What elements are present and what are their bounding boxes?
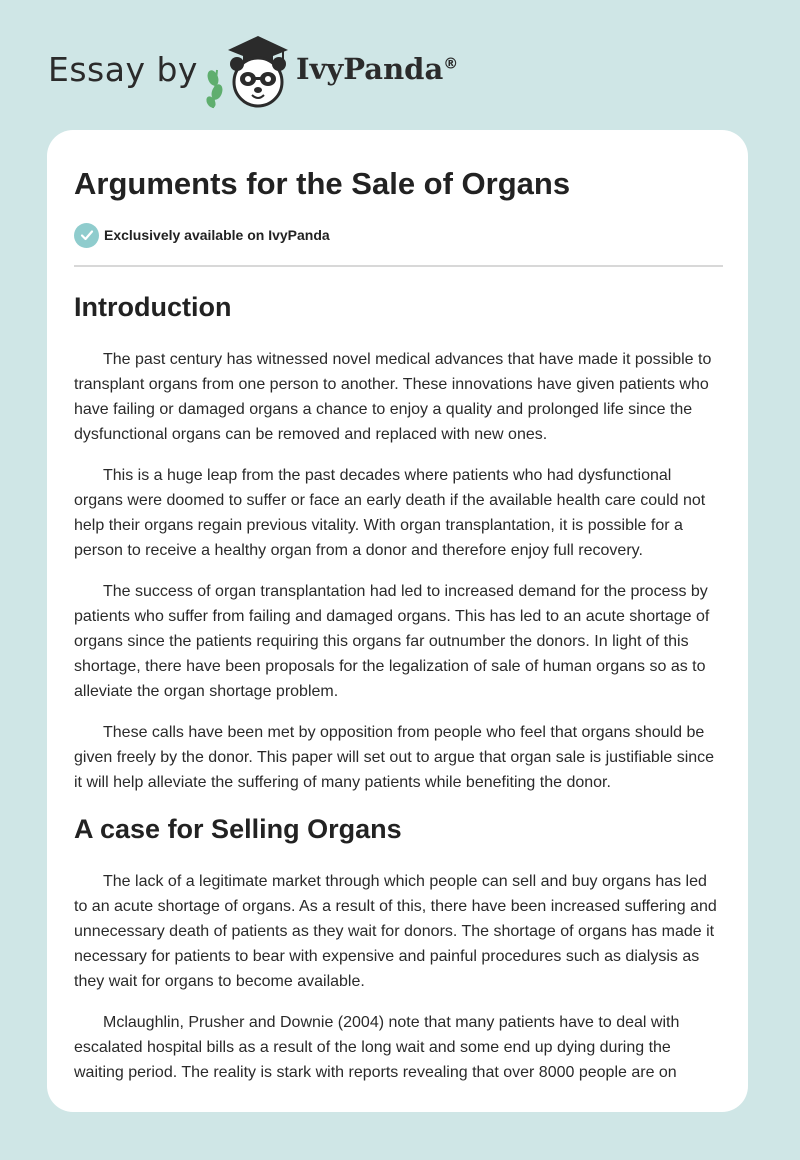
paragraph: The success of organ transplantation had led to increased demand for the process by patients who suffer from failing and damaged organs. This has led to an acute shortage of organs since the patients requiring this organs far outnumber the donors. In light of this shortage, there have been proposals for the legalization of sale of human organs so as to alleviate the organ shortage problem. xyxy=(74,583,710,700)
badge-label: Exclusively available on IvyPanda xyxy=(104,227,330,243)
divider xyxy=(74,265,723,267)
paragraph: The past century has witnessed novel medical advances that have made it possible to transplant organs from one person to another. These innovations have given patients who have failing or damaged organs a chance to enjoy a quality and prolonged life since the dysfunctional organs can be removed and replaced with new ones. xyxy=(74,351,712,443)
brand-header xyxy=(48,30,508,110)
paragraph: The lack of a legitimate market through which people can sell and buy organs has led to an acute shortage of organs. As a result of this, there have been increased suffering and unnecessary death of patients as they wait for donors. The shortage of organs has made it necessary for patients to bear with expensive and painful procedures such as dialysis as they wait for organs to become available. xyxy=(74,873,717,990)
brand-name-text: IvyPanda xyxy=(296,52,444,86)
panda-logo-icon xyxy=(203,30,295,110)
essay-content xyxy=(74,164,724,1085)
ivy-leaf-icon xyxy=(205,69,225,109)
section-heading: Introduction xyxy=(74,292,232,322)
brand-name xyxy=(296,52,458,86)
paragraph: Mclaughlin, Prusher and Downie (2004) note that many patients have to deal with escalated hospital bills as a result of the long wait and some end up dying during the waiting period. The reality is stark with reports revealing that over 8000 people are on xyxy=(74,1014,680,1081)
exclusive-badge xyxy=(74,221,724,249)
section-heading: A case for Selling Organs xyxy=(74,814,402,844)
check-circle-icon xyxy=(74,223,99,248)
page-title: Arguments for the Sale of Organs xyxy=(74,166,571,201)
brand-prefix: Essay by xyxy=(48,50,198,89)
registered-mark: ® xyxy=(443,54,459,73)
essay-card xyxy=(47,130,748,1112)
paragraph: This is a huge leap from the past decades where patients who had dysfunctional organs were doomed to suffer or face an early death if the available health care could not help their organs regain previous vitality. With organ transplantation, it is possible for a person to receive a healthy organ from a donor and therefore enjoy full recovery. xyxy=(74,467,706,559)
paragraph: These calls have been met by opposition from people who feel that organs should be given freely by the donor. This paper will set out to argue that organ sale is justifiable since it will help alleviate the suffering of many patients while benefiting the donor. xyxy=(74,724,715,791)
